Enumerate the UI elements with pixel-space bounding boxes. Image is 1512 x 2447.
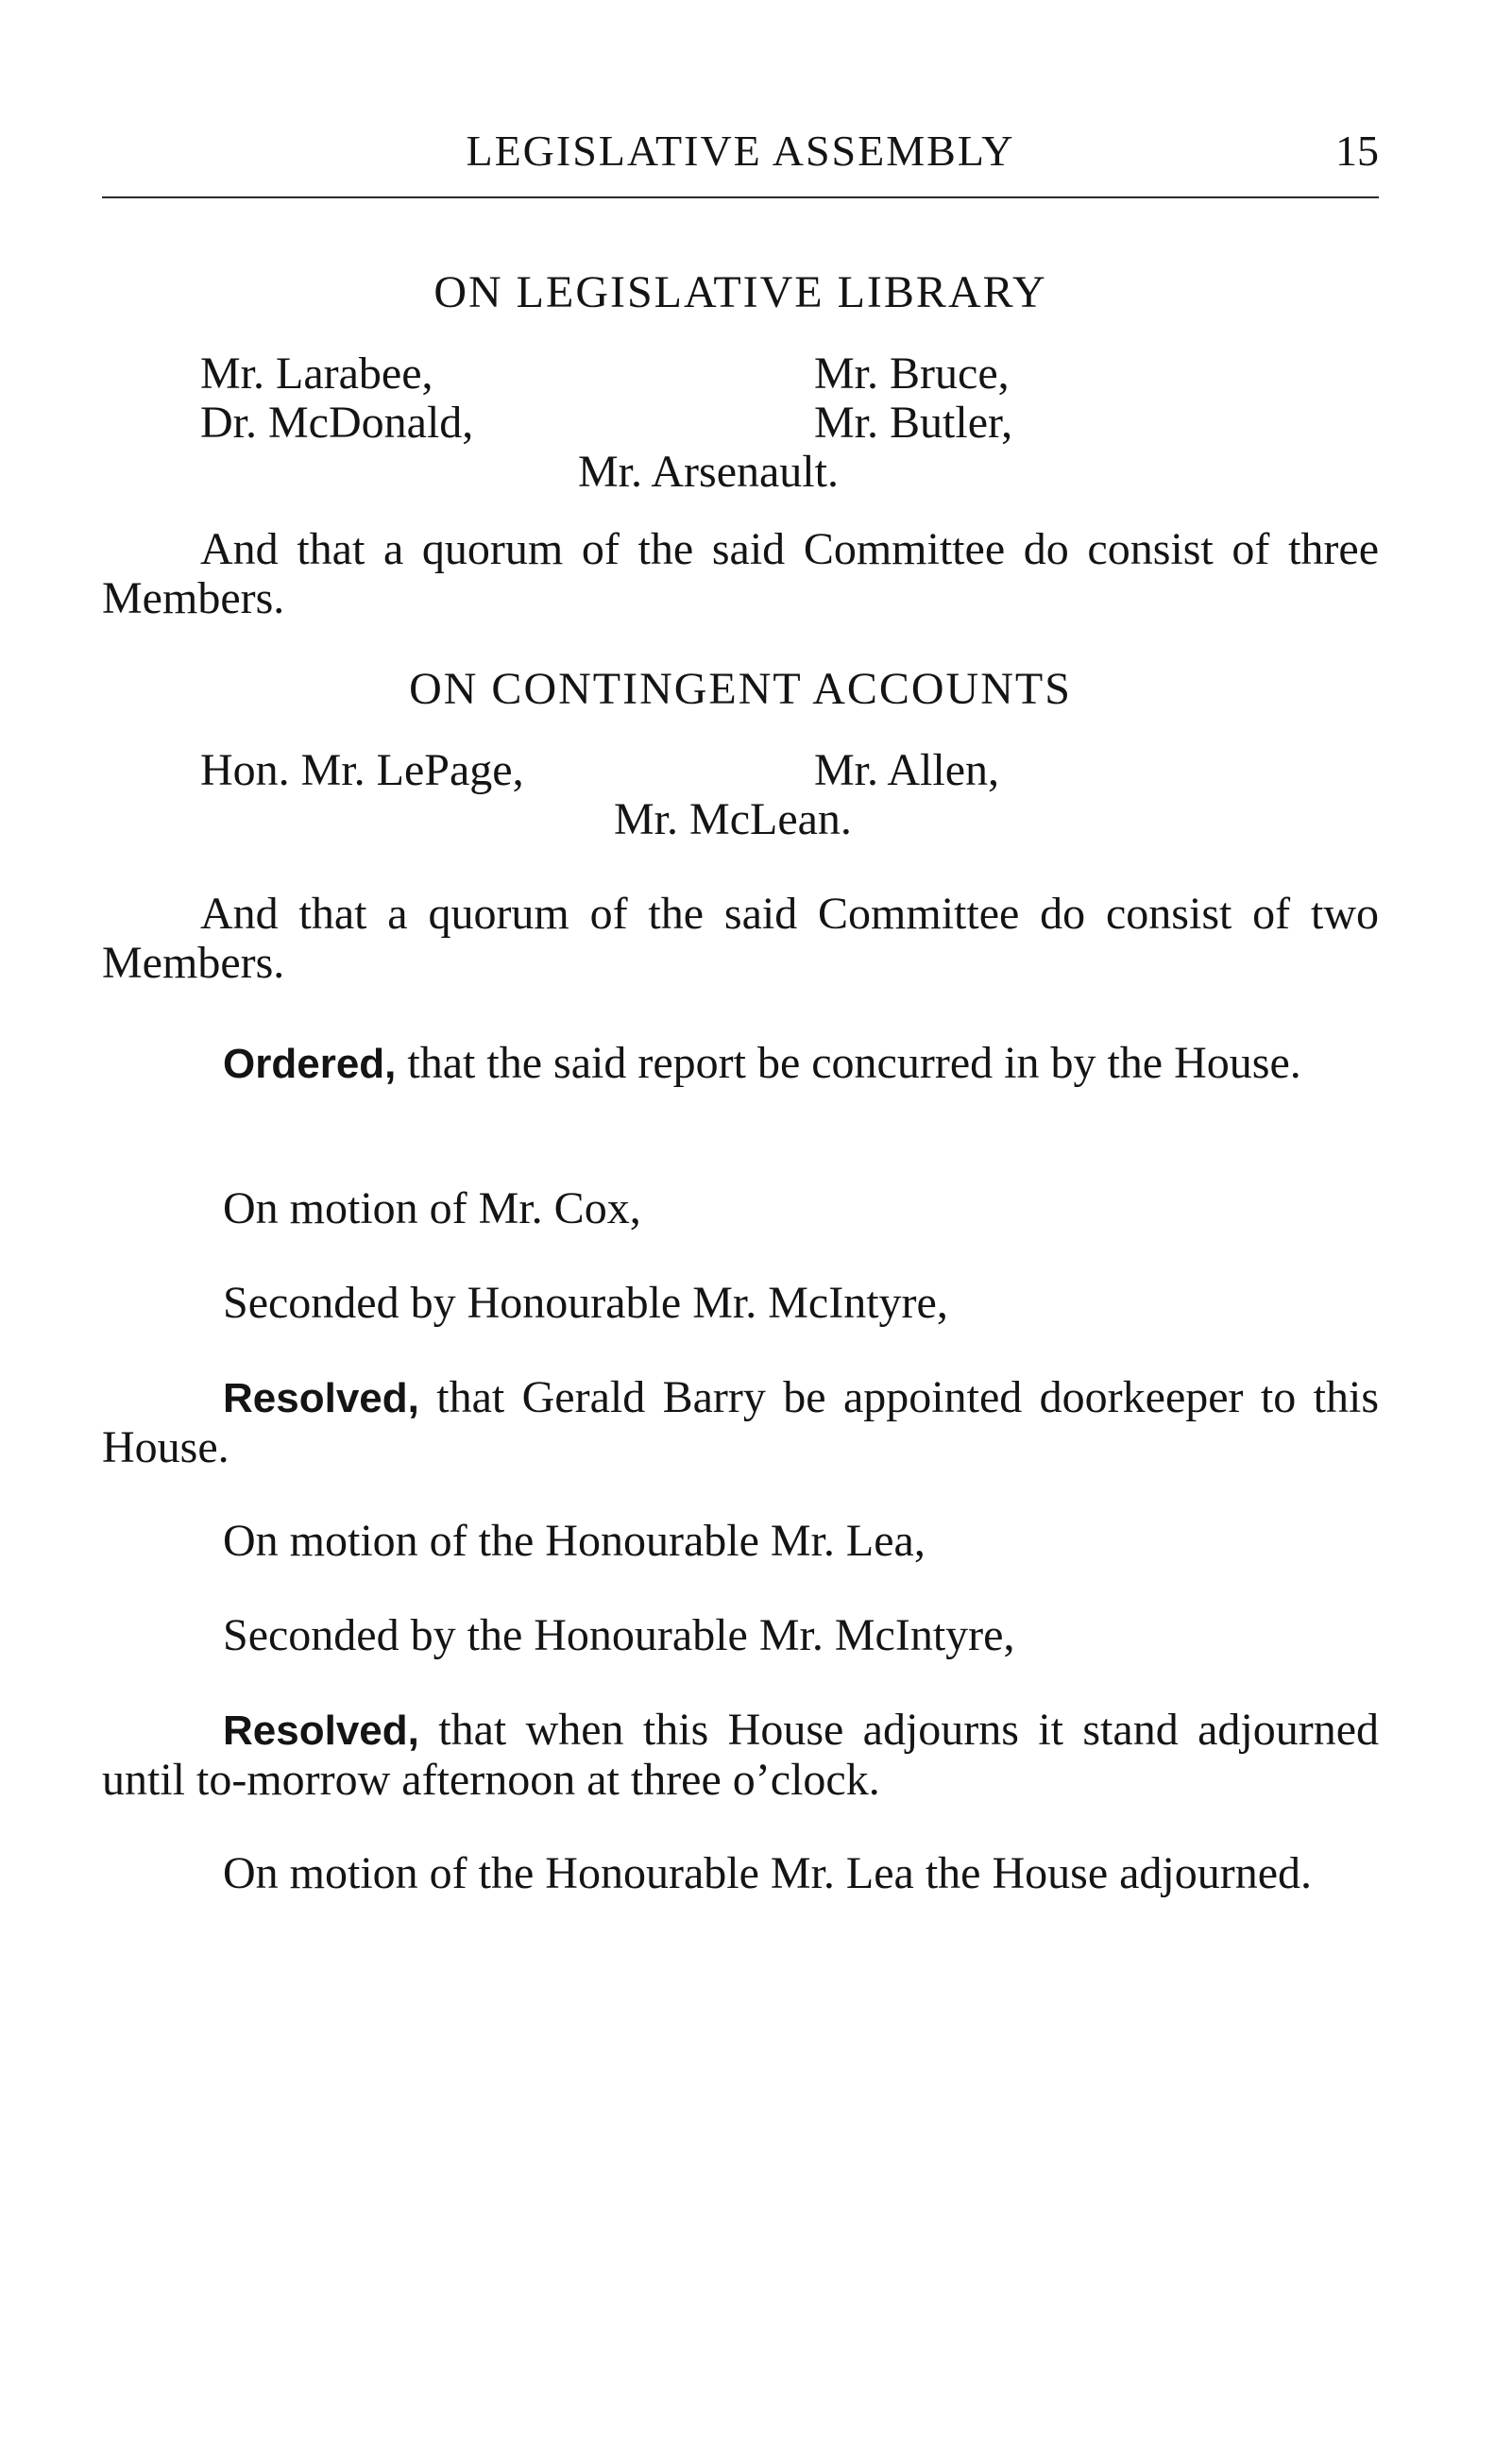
member-name: Mr. Butler, xyxy=(814,398,1013,448)
member-name: Dr. McDonald, xyxy=(200,398,474,448)
member-name: Mr. McLean. xyxy=(614,794,852,844)
resolved-keyword: Resolved, xyxy=(223,1708,419,1754)
resolved-text: that Gerald Barry be appointed doorkeeper to this House. xyxy=(102,1372,1379,1472)
quorum-paragraph: And that a quorum of the said Committee do consist of two Members. xyxy=(102,889,1379,988)
page-header xyxy=(102,121,1379,181)
ordered-keyword: Ordered, xyxy=(223,1041,397,1087)
resolved-paragraph xyxy=(102,1706,1379,1805)
ordered-paragraph xyxy=(102,1039,1379,1089)
member-name: Mr. Allen, xyxy=(814,745,1000,795)
member-name: Mr. Larabee, xyxy=(200,348,433,399)
seconded-line: Seconded by Honourable Mr. McIntyre, xyxy=(223,1278,948,1328)
resolved-keyword: Resolved, xyxy=(223,1375,419,1421)
running-title: LEGISLATIVE ASSEMBLY xyxy=(466,127,1015,175)
adjournment-paragraph: On motion of the Honourable Mr. Lea the House adjourned. xyxy=(223,1848,1313,1898)
member-name: Mr. Arsenault. xyxy=(578,447,839,497)
quorum-paragraph: And that a quorum of the said Committee do consist of three Members. xyxy=(102,524,1379,623)
resolved-text: that when this House adjourns it stand adjourned until to-morrow afternoon at three o’clock. xyxy=(102,1705,1379,1805)
section-heading-contingent-accounts: ON CONTINGENT ACCOUNTS xyxy=(409,664,1072,714)
section-heading-legislative-library: ON LEGISLATIVE LIBRARY xyxy=(433,267,1047,317)
header-rule xyxy=(102,196,1379,198)
motion-line: On motion of the Honourable Mr. Lea, xyxy=(223,1516,926,1566)
member-name: Mr. Bruce, xyxy=(814,348,1010,399)
ordered-text: that the said report be concurred in by the House. xyxy=(396,1038,1301,1088)
resolved-paragraph xyxy=(102,1373,1379,1472)
seconded-line: Seconded by the Honourable Mr. McIntyre, xyxy=(223,1610,1015,1660)
member-name: Hon. Mr. LePage, xyxy=(200,745,524,795)
motion-line: On motion of Mr. Cox, xyxy=(223,1183,641,1233)
page-number: 15 xyxy=(1335,127,1379,175)
